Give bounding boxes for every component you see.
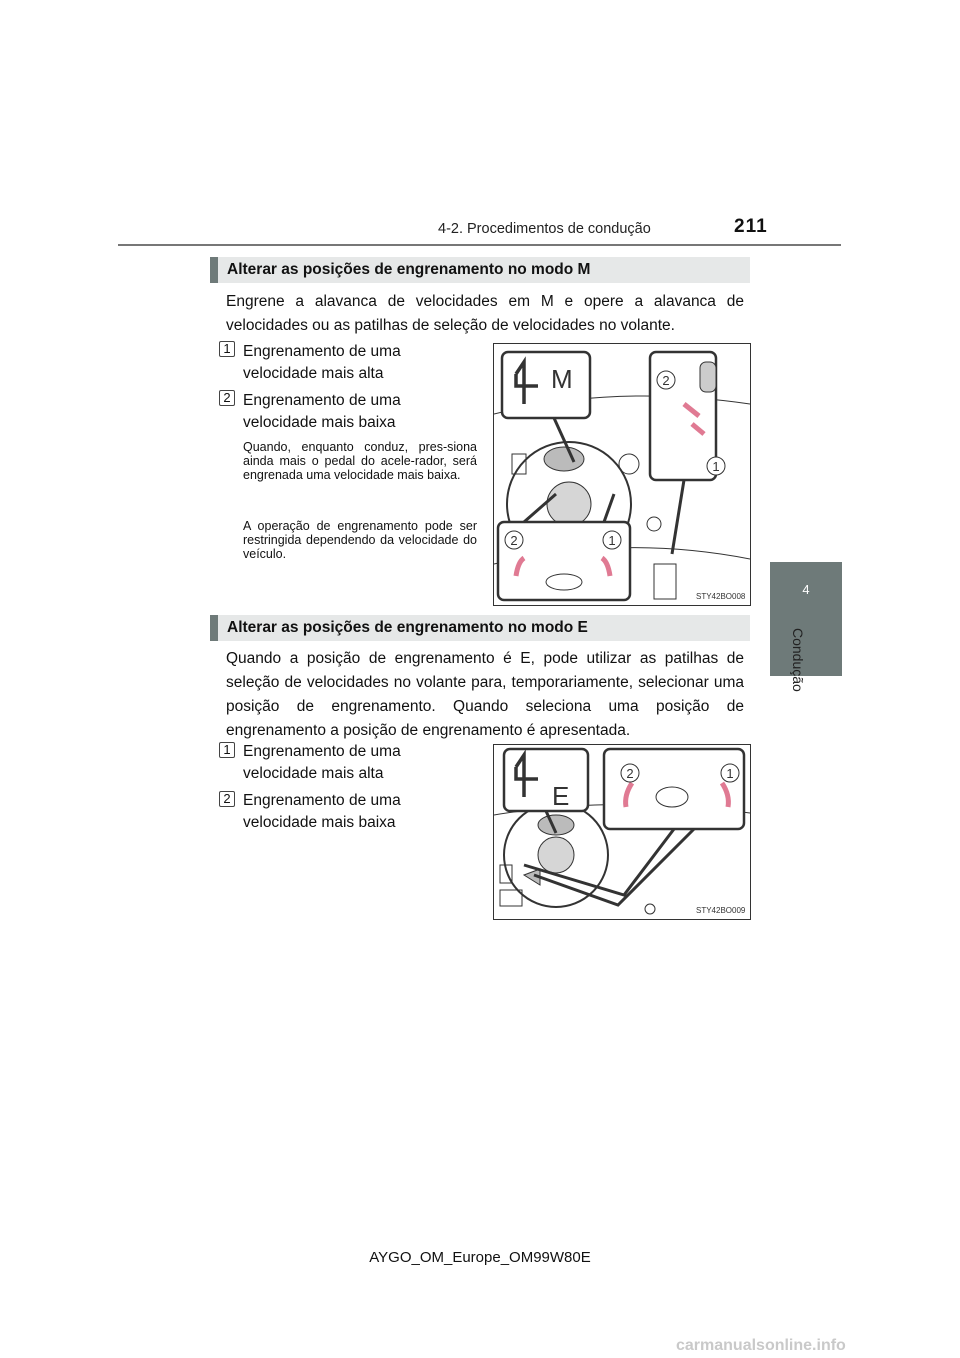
figure-m-code: STY42BO008 bbox=[696, 592, 746, 601]
watermark: carmanualsonline.info bbox=[676, 1337, 846, 1354]
chapter-tab bbox=[770, 562, 842, 676]
section-e-intro: Quando a posição de engrenamento é E, pode utilizar as patilhas de seleção de velocidades no volante para, temporariamente, selecionar uma posição de engrenamento. Quando seleciona uma posição de engrenamento a posição de engrenamento é apresentada. bbox=[226, 650, 744, 739]
section-m-intro: Engrene a alavanca de velocidades em M e opere a alavanca de velocidades ou as patilhas de seleção de velocidades no volante. bbox=[226, 293, 744, 334]
item-e2-line2: velocidade mais baixa bbox=[243, 814, 396, 831]
note-m-1: Quando, enquanto conduz, pres-siona ainda mais o pedal do acele-rador, será engrenada uma velocidade mais baixa. bbox=[243, 440, 477, 482]
section-e-heading: Alterar as posições de engrenamento no modo E bbox=[210, 615, 750, 641]
chapter-tab-label: Condução bbox=[790, 628, 806, 692]
figure-m-drawing bbox=[494, 344, 750, 605]
item-e1-line1: Engrenamento de uma bbox=[243, 743, 401, 760]
item-e1-line2: velocidade mais alta bbox=[243, 765, 384, 782]
figure-e-callout-2: 2 bbox=[626, 766, 634, 781]
header-section-title: 4-2. Procedimentos de condução bbox=[438, 221, 651, 237]
note-m-2: A operação de engrenamento pode ser restringida dependendo da velocidade do veículo. bbox=[243, 519, 477, 561]
item-m1-line1: Engrenamento de uma bbox=[243, 343, 401, 360]
figure-m-lever-callout-1: 1 bbox=[712, 459, 720, 474]
page-number: 211 bbox=[734, 216, 768, 237]
figure-e-code: STY42BO009 bbox=[696, 906, 746, 915]
section-m-heading: Alterar as posições de engrenamento no modo M bbox=[210, 257, 750, 283]
figure-m-lever-callout-2: 2 bbox=[662, 373, 670, 388]
item-m2-number: 2 bbox=[219, 390, 235, 406]
footer-doc-id: AYGO_OM_Europe_OM99W80E bbox=[369, 1249, 591, 1266]
figure-m-paddle-callout-2: 2 bbox=[510, 533, 518, 548]
item-m1-line2: velocidade mais alta bbox=[243, 365, 384, 382]
item-e2-number: 2 bbox=[219, 791, 235, 807]
item-m1-number: 1 bbox=[219, 341, 235, 357]
figure-m-display-mode: M bbox=[551, 364, 573, 394]
item-m2-line2: velocidade mais baixa bbox=[243, 414, 396, 431]
figure-e-display-mode: E bbox=[552, 781, 570, 811]
figure-e-callout-1: 1 bbox=[726, 766, 734, 781]
figure-e-drawing bbox=[494, 745, 750, 919]
item-e1-number: 1 bbox=[219, 742, 235, 758]
header-divider bbox=[118, 244, 841, 246]
chapter-tab-number: 4 bbox=[802, 582, 810, 597]
figure-m-paddle-callout-1: 1 bbox=[608, 533, 616, 548]
figure-e-mode bbox=[493, 744, 751, 920]
item-m2-line1: Engrenamento de uma bbox=[243, 392, 401, 409]
figure-m-mode bbox=[493, 343, 751, 606]
item-e2-line1: Engrenamento de uma bbox=[243, 792, 401, 809]
